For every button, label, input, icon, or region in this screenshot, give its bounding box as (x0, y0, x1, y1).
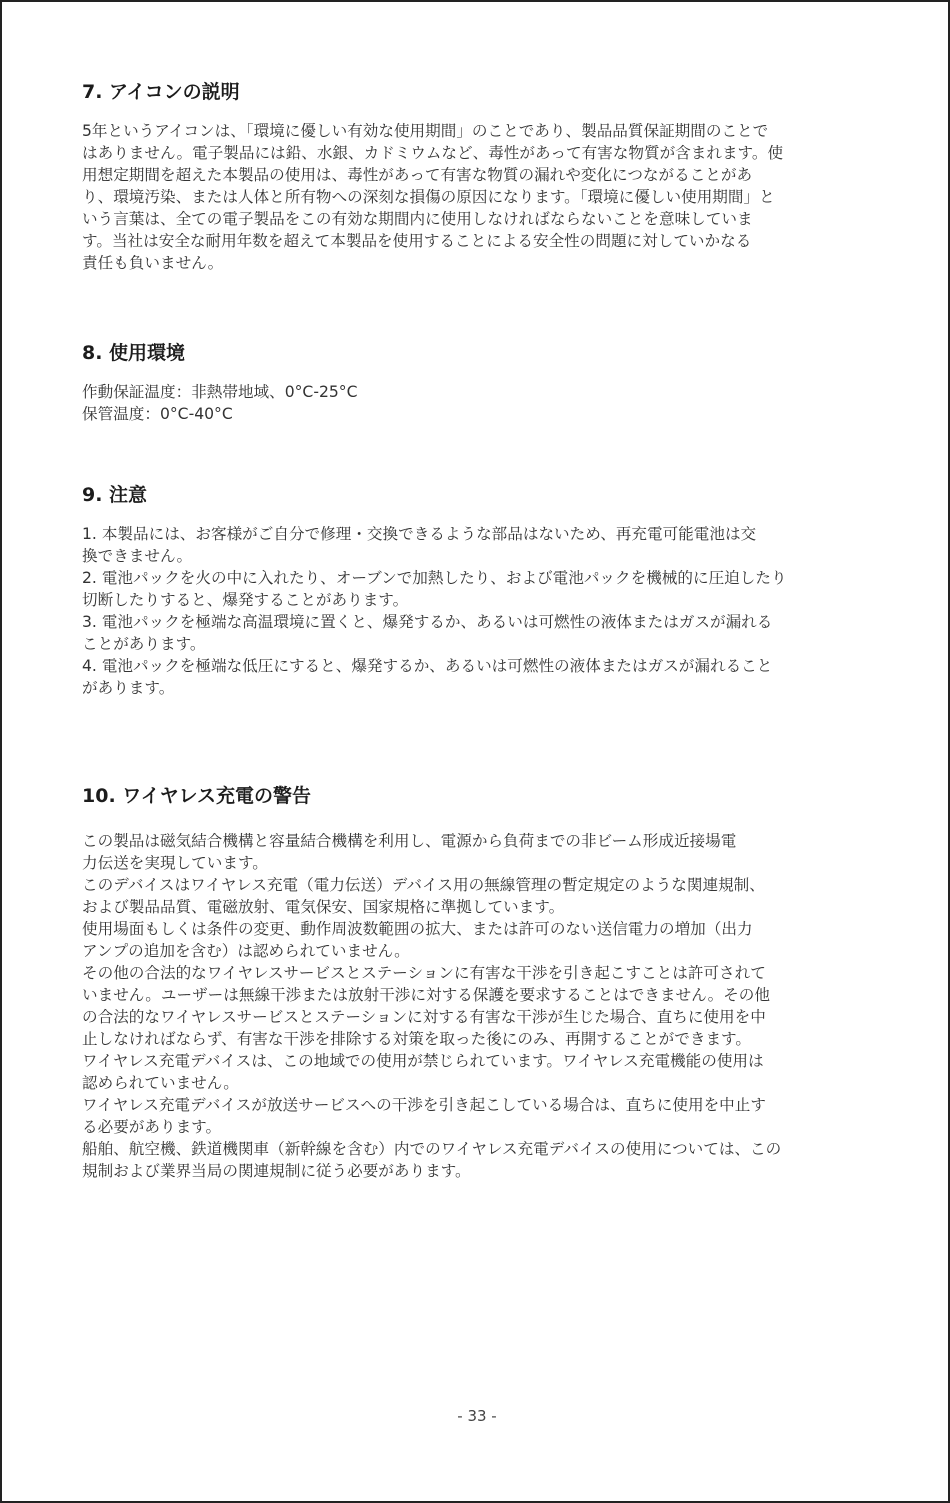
text-line: 認められていません。 (82, 1074, 239, 1092)
text-line: 用想定期間を超えた本製品の使用は、毒性があって有害な物質の漏れや変化につながることがあ (82, 166, 753, 184)
section-heading-10: 10. ワイヤレス充電の警告 (82, 785, 311, 807)
text-line: 5年というアイコンは、「環境に優しい有効な使用期間」のことであり、製品品質保証期間のことで (82, 122, 769, 140)
text-line: 船舶、航空機、鉄道機関車（新幹線を含む）内でのワイヤレス充電デバイスの使用については、この (82, 1140, 782, 1158)
section-body-10 (82, 830, 872, 1182)
section-body-7 (82, 120, 872, 274)
page-number: - 33 - (457, 1407, 497, 1425)
section-icon-description (82, 80, 872, 274)
text-line: り、環境汚染、または人体と所有物への深刻な損傷の原因になります。「環境に優しい使用期間」と (82, 188, 775, 206)
section-body-9 (82, 523, 872, 699)
text-line: 使用場面もしくは条件の変更、動作周波数範囲の拡大、または許可のない送信電力の増加（出力 (82, 920, 753, 938)
section-caution (82, 483, 872, 699)
text-line: 力伝送を実現しています。 (82, 854, 268, 872)
section-heading-8: 8. 使用環境 (82, 342, 186, 364)
text-line: および製品品質、電磁放射、電気保安、国家規格に準拠しています。 (82, 898, 565, 916)
text-line: ことがあります。 (82, 635, 206, 653)
text-line: 切断したりすると、爆発することがあります。 (82, 591, 409, 609)
text-line: いう言葉は、全ての電子製品をこの有効な期間内に使用しなければならないことを意味していま (82, 210, 753, 228)
text-line: 4. 電池パックを極端な低圧にすると、爆発するか、あるいは可燃性の液体またはガスが漏れること (82, 657, 773, 675)
text-line: ワイヤレス充電デバイスは、この地域での使用が禁じられています。ワイヤレス充電機能の使用は (82, 1052, 764, 1070)
text-line: この製品は磁気結合機構と容量結合機構を利用し、電源から負荷までの非ビーム形成近接場電 (82, 832, 737, 850)
text-line: 保管温度：0°C-40°C (82, 405, 233, 423)
text-line: 止しなければならず、有害な干渉を排除する対策を取った後にのみ、再開することができます。 (82, 1030, 751, 1048)
section-heading-9: 9. 注意 (82, 484, 148, 506)
text-line: このデバイスはワイヤレス充電（電力伝送）デバイス用の無線管理の暫定規定のような関連規制、 (82, 876, 765, 894)
text-line: 責任も負いません。 (82, 254, 224, 272)
text-line: はありません。電子製品には鉛、水銀、カドミウムなど、毒性があって有害な物質が含まれます。使 (82, 144, 784, 162)
text-line: 規制および業界当局の関連規制に従う必要があります。 (82, 1162, 471, 1180)
text-line: 1. 本製品には、お客様がご自分で修理・交換できるような部品はないため、再充電可能電池は交 (82, 525, 757, 543)
text-line: 3. 電池パックを極端な高温環境に置くと、爆発するか、あるいは可燃性の液体またはガスが漏れる (82, 613, 773, 631)
text-line: その他の合法的なワイヤレスサービスとステーションに有害な干渉を引き起こすことは許可されて (82, 964, 766, 982)
text-line: いません。ユーザーは無線干渉または放射干渉に対する保護を要求することはできません。その他 (82, 986, 770, 1004)
text-line: アンプの追加を含む）は認められていません。 (82, 942, 410, 960)
section-heading-7: 7. アイコンの説明 (82, 81, 240, 103)
section-body-8 (82, 381, 872, 425)
text-line: の合法的なワイヤレスサービスとステーションに対する有害な干渉が生じた場合、直ちに使用を中 (82, 1008, 766, 1026)
text-line: す。当社は安全な耐用年数を超えて本製品を使用することによる安全性の問題に対していかなる (82, 232, 752, 250)
text-line: 2. 電池パックを火の中に入れたり、オーブンで加熱したり、および電池パックを機械的に圧迫したり (82, 569, 787, 587)
text-line: る必要があります。 (82, 1118, 222, 1136)
text-line: ワイヤレス充電デバイスが放送サービスへの干渉を引き起こしている場合は、直ちに使用を中止す (82, 1096, 766, 1114)
section-operating-environment (82, 341, 872, 425)
text-line: があります。 (82, 679, 175, 697)
text-line: 作動保証温度：非熱帯地域、0°C-25°C (82, 383, 358, 401)
section-wireless-charging-warning (82, 784, 872, 1182)
text-line: 換できません。 (82, 547, 193, 565)
